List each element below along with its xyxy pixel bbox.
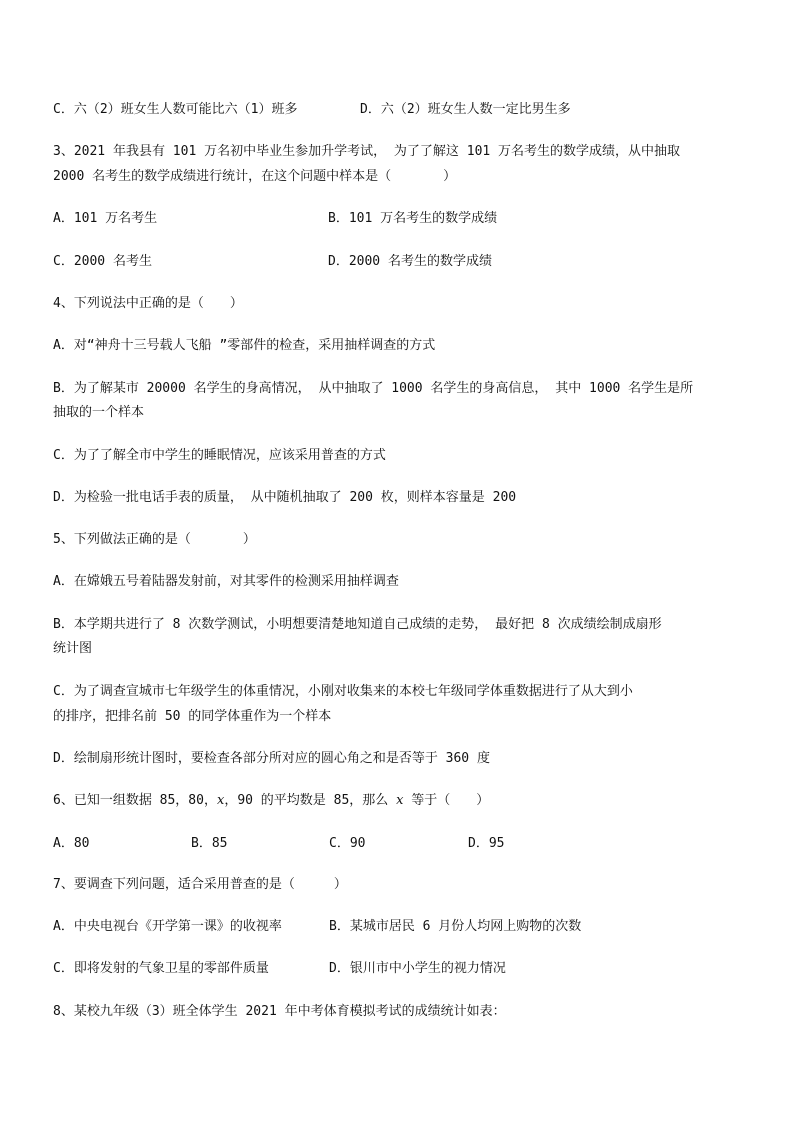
option-a-q4: A．对“神舟十三号载人飞船 ”零部件的检查，采用抽样调查的方式 [53,338,436,353]
question-3-line-1: 3、2021 年我县有 101 万名初中毕业生参加升学考试， 为了了解这 101 万名考生的数学成绩，从中抽取 [53,144,681,159]
question-3-line-2: 2000 名考生的数学成绩进行统计，在这个问题中样本是（ ） [53,169,457,184]
option-b-q3: B．101 万名考生的数学成绩 [328,211,498,226]
question-6 [53,792,489,810]
question-4: 4、下列说法中正确的是（ ） [53,296,243,311]
option-d-q3: D．2000 名考生的数学成绩 [328,254,492,269]
option-c-q2: C．六（2）班女生人数可能比六（1）班多 [53,102,298,117]
option-d-q4: D．为检验一批电话手表的质量， 从中随机抽取了 200 枚，则样本容量是 200 [53,490,517,505]
option-d-q6: D．95 [468,836,505,851]
option-b-q4-line-1: B．为了解某市 20000 名学生的身高情况， 从中抽取了 1000 名学生的身高信息， 其中 1000 名学生是所 [53,381,694,396]
question-6-mid: ，90 的平均数是 85，那么 [224,793,397,808]
question-6-pre: 6、已知一组数据 85，80， [53,793,217,808]
option-a-q6: A．80 [53,836,90,851]
option-a-q7: A．中央电视台《开学第一课》的收视率 [53,919,282,934]
option-c-q6: C．90 [329,836,366,851]
option-b-q5-line-1: B．本学期共进行了 8 次数学测试，小明想要清楚地知道自己成绩的走势， 最好把 8 次成绩绘制成扇形 [53,617,662,632]
option-b-q5-line-2: 统计图 [53,641,93,656]
option-d-q2: D．六（2）班女生人数一定比男生多 [360,102,571,117]
option-c-q7: C．即将发射的气象卫星的零部件质量 [53,961,269,976]
option-c-q5-line-2: 的排序，把排名前 50 的同学体重作为一个样本 [53,709,332,724]
variable-x: x [216,793,225,808]
option-b-q4-line-2: 抽取的一个样本 [53,405,145,420]
variable-x: x [396,793,404,808]
option-c-q4: C．为了了解全市中学生的睡眠情况，应该采用普查的方式 [53,448,386,463]
option-c-q5-line-1: C．为了调查宣城市七年级学生的体重情况，小刚对收集来的本校七年级同学体重数据进行了从大到小 [53,684,633,699]
option-c-q3: C．2000 名考生 [53,254,152,269]
option-d-q7: D．银川市中小学生的视力情况 [329,961,506,976]
option-a-q3: A．101 万名考生 [53,211,158,226]
option-b-q6: B．85 [191,836,228,851]
option-b-q7: B．某城市居民 6 月份人均网上购物的次数 [329,919,582,934]
question-6-post: 等于（ ） [403,793,490,808]
question-8: 8、某校九年级（3）班全体学生 2021 年中考体育模拟考试的成绩统计如表： [53,1004,506,1019]
option-d-q5: D．绘制扇形统计图时，要检查各部分所对应的圆心角之和是否等于 360 度 [53,751,490,766]
question-5: 5、下列做法正确的是（ ） [53,532,256,547]
option-a-q5: A．在嫦娥五号着陆器发射前，对其零件的检测采用抽样调查 [53,574,399,589]
question-7: 7、要调查下列问题，适合采用普查的是（ ） [53,877,347,892]
